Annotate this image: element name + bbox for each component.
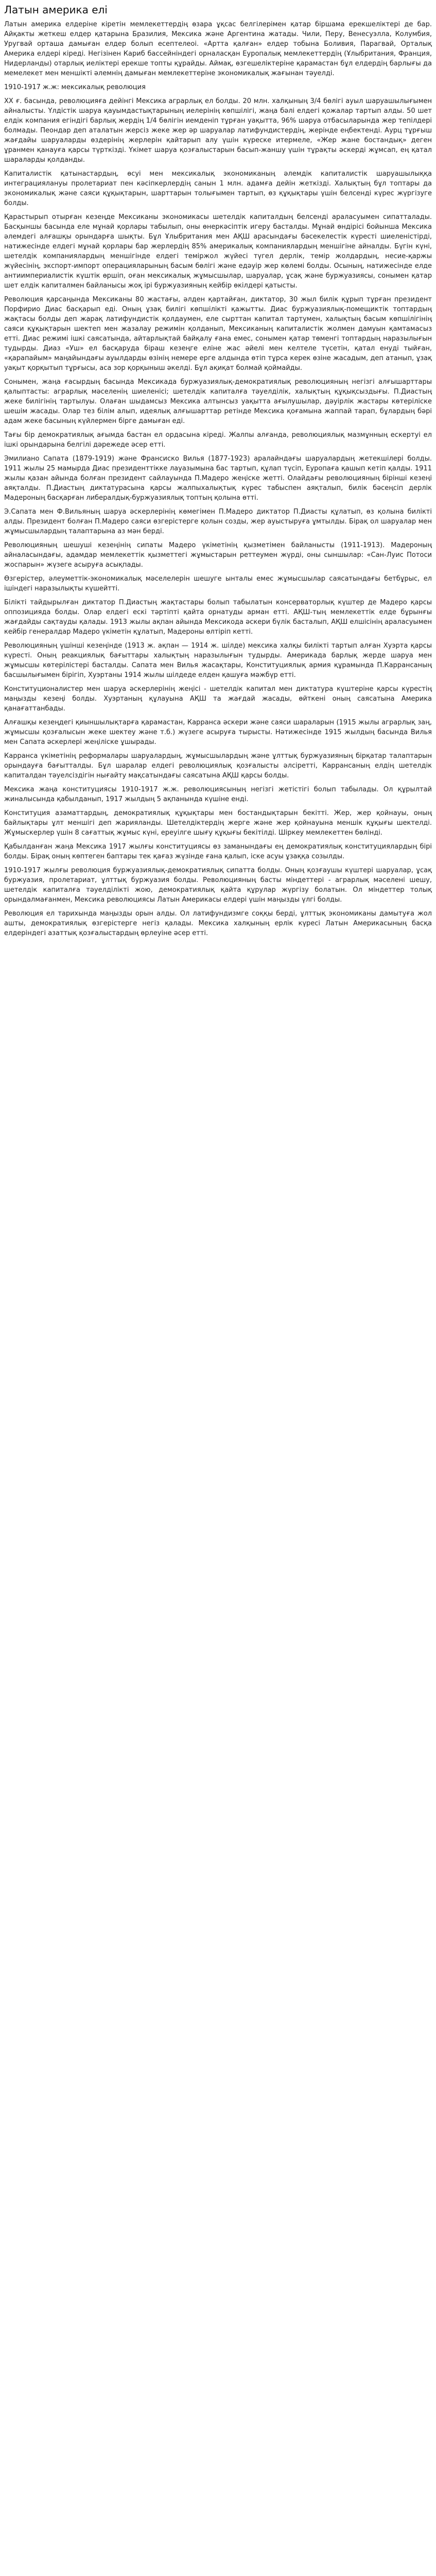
paragraph: Революция қарсаңында Мексиканы 80 жастағы, әлден қартайған, диктатор, 30 жыл билік құрып тұрған президент Порфирио Диас басқарып еді. Оның ұзақ билігі көпшілікті қажытты. Диас буржуазиялық-помещиктік топтардың жақтасы болды деп жарақ латифундистік қолдаумен, еле сырттан капитал тартумен, халықтың басым көпшілігінің саяси құқықтарын шектеп мен жазалау режимін қолданып, Мексиканың капиталистік жолмен дамуын қамтамасыз етті. Диас режимі ішкі саясатында, айтарлықтай байқалу ғана емес, сонымен қатар төменгі топтардың наразылығын тудырды. Диаз «Уш» ел басқаруда біраш кезеңге еліне жас әйелі мен келтеле түсетін, қатал енуді тыйған, «қарапайым» маңайындағы ауылдарды өзінің немере ерге алдында өтіп тұрса керек өзіне жасадым, деп атанып, ұзақ уақыт қорқытып тұрғысы, аса зор қорқыныш әкелді. Бұл ақиқат болмай қоймайды. (4, 296, 432, 372)
paragraph: Конституционалистер мен шаруа әскерлерінің жеңісі - шетелдік капитал мен диктатура күштеріне қарсы күрестің маңызды кезеңі болды. Хуэртаның құлауына АҚШ та жағдай жасады, өйткені оның саясатына Америка қанағаттанбады. (4, 685, 432, 713)
paragraph: Қарастырып отырған кезеңде Мексиканы экономикасы шетелдік капиталдың белсенді араласуымен сипатталады. Басқыншы басында еле мұнай қорлары табылып, оны өнеркәсіптік игеру басталды. Мұнай өндірісі бойынша Мексика әлемдегі алғашқы орындарға шықты. Бұл Ұлыбритания мен АҚШ арасындағы бәсекелестік күресті шиеленістірді, натижесінде елдегі мұнай қорлары бар жерлердің 85% америкалық компаниялардың меншігіне айналды. Бүгін күні, шетелдік компаниялардың меншігінде елдегі теміржол жүйесі түгел дерлік, темір жолдардың, несие-қаржы жүйесінің, экспорт-импорт операцияларының басым бөлігі және едәуір жер көлемі болды. Осының, натижесінде елде антиимпериалистік күштік өршіп, оған мексикалық жұмысшылар, шаруалар, ұсақ және буржуазиясы, сонымен қатар шет елдік капиталмен байланысы жоқ ірі буржуазияның кейбір өкілдері қатысты. (4, 213, 432, 290)
page-title: Латын америка елі (4, 4, 108, 16)
paragraph: Қабылданған жаңа Мексика 1917 жылғы конституциясы өз заманындағы ең демократиялық конституциялардың бірі болды. Бірақ оның көптеген баптары тек қағаз жүзінде ғана қалып, іске асуы ұзаққа созылды. (4, 843, 432, 860)
paragraph: Э.Сапата мен Ф.Вильяның шаруа әскерлерінің көмегімен П.Мадеро диктатор П.Диасты құлатып, өз қолына билікті алды. Президент болған П.Мадеро саяси өзгерістерге қолын созды, жер ауыстыруға ұмтылды. Бірақ ол шаруалар мен жұмысшылардың талаптарына аз мән берді. (4, 508, 432, 535)
paragraph: Конституция азаматтардың, демократиялық құқықтары мен бостандықтарын бекітті. Жер, жер қойнауы, оның байлықтары ұлт меншігі деп жарияланды. Шетелдіктердің жерге және жер қойнауына меншік құқығы шектелді. Жұмыскерлер үшін 8 сағаттық жұмыс күні, ереуілге шығу құқығы бекітілді. Шіркеу мемлекеттен бөлінді. (4, 809, 432, 837)
article-body (4, 20, 432, 938)
paragraph: Тағы бір демократиялық ағымда бастан ел ордасына кіреді. Жалпы алғанда, революциялық мазмұнның ескертуі ел ішкі орындарына белгілі дәрежеде әсер етті. (4, 431, 432, 449)
paragraph: Революцияның шешуші кезеңінің сипаты Мадеро үкіметінің қызметімен байланысты (1911-1913). Мадероның айналасындағы, адамдар мемлекеттік қызметтегі жұмыстарын реттеумен жүрді, оны сыншылар: «Сан-Луис Потоси жоспарын» жүзеге асыруға асықпады. (4, 541, 432, 569)
paragraph: Капиталистік қатынастардың, өсуі мен мексикалық экономиканың әлемдік капиталистік шаруашылыққа интеграциялануы пролетариат пен кәсіпкерлердің санын 1 млн. адамға дейін жеткізді. Халықтың бұл топтары да экономикалық және саяси құқықтарын, шарттарын толығымен тартып, өз құқықтары үшін белсенді күрес жүргізуге болды. (4, 170, 432, 207)
paragraph: Өзгерістер, әлеуметтік-экономикалық мәселелерін шешуге ынталы емес жұмысшылар саясатындағы бетбұрыс, ел ішіндегі наразылықты күшейтті. (4, 575, 432, 592)
paragraph: Білікті тайдырылған диктатор П.Диастың жақтастары болып табылатын консерваторлық күштер де Мадеро қарсы оппозицияда болды. Олар елдегі ескі тәртіпті қайта орнатуды арман етті. АҚШ-тың мемлекеттік елде бұрынғы жағдайды сақтауды қалады. 1913 жылы ақпан айында Мексикода әскери бүлік басталып, АҚШ елшісінің араласуымен кейбір генералдар Мадеро үкіметін құлатып, Мадероны өлтіріп кетті. (4, 599, 432, 636)
paragraph: Алғашқы кезеңдегі қиыншылықтарға қарамастан, Карранса әскери және саяси шараларын (1915 жылы аграрлық заң, жұмысшы қозғалысын жеке шектеу және т.б.) жүзеге асыруға тырысты. Нәтижесінде 1915 жылдың басында Вилья мен Сапата әскерлері жеңіліске ұшырады. (4, 719, 432, 746)
paragraph: 1910-1917 ж.ж: мексикалық революция (4, 83, 146, 91)
paragraph: Революция ел тарихында маңызды орын алды. Ол латифундизмге соққы берді, ұлттық экономиканы дамытуға жол ашты, демократиялық өзгерістерге негіз қалады. Мексика халқының ерлік күресі Латын Америкасының басқа елдеріндегі азаттық қозғалыстардың өрлеуіне әсер етті. (4, 910, 432, 937)
paragraph: Карранса үкіметінің реформалары шаруалардың, жұмысшылардың және ұлттық буржуазияның бірқатар талаптарын орындауға бағытталды. Бұл шаралар елдегі революциялық қозғалысты әлсіретті, Каррансаның елдің шетелдік капиталдан тәуелсіздігін нығайту мақсатындағы саясатына АҚШ қарсы болды. (4, 752, 432, 779)
paragraph: Мексика жаңа конституциясы 1910-1917 ж.ж. революциясының негізгі жетістігі болып табылады. Ол құрылтай жиналысында қабылданып, 1917 жылдың 5 ақпанында күшіне енді. (4, 786, 432, 803)
paragraph: 1910-1917 жылғы революция буржуазиялық-демократиялық сипатта болды. Оның қозғаушы күштері шаруалар, ұсақ буржуазия, пролетариат, ұлттық буржуазия болды. Революцияның басты міндеттері - аграрлық мәселені шешу, шетелдік капиталға тәуелділікті жою, демократиялық қайта құрулар жүргізу болатын. Ол міндеттер толық орындалмағанмен, Мексика революциясы Латын Америкасы елдері үшін маңызды үлгі болды. (4, 867, 432, 904)
paragraph: Латын америка елдеріне кіретін мемлекеттердің өзара ұқсас белгілерімен қатар біршама ерекшеліктері де бар. Айқакты жеткеш елдер қатарына Бразилия, Мексика және Аргентина жатады. Чили, Перу, Венесуэлла, Колумбия, Уругвай орташа дамыған елдер болып есептелеоі. «Артта қалған» елдер тобына Боливия, Парагвай, Орталық Америка елдері кіреді. Негізінен Кариб бассейніндегі орналасқан Еуропалық мемлекеттердің (Ұлыбритания, Франция, Нидерланды) отарлық иеліктері ерекше топты құрайды. Аймақ, өзгешеліктеріне қарамастан бұл елдердің барлығы да мемелекет мен меншікті әлемнің дамыған мемлекеттеріне экономикалық жағынан тәуелді. (4, 21, 432, 77)
paragraph: Революцияның үшінші кезеңінде (1913 ж. ақпан — 1914 ж. шілде) мексика халқы билікті тартып алған Хуэрта қарсы күресті. Оның реакциялық бағыттары халықтың наразылығын тудырды. Америкада барлық жерде шаруа мен жұмысшы көтерілістері басталды. Сапата мен Вилья жасақтары, Конституциялық армия құрамында П.Каррансаның басшылығымен бірігіп, Хуэртаны 1914 жылы шілдеде елден қашуға мәжбүр етті. (4, 642, 432, 679)
article (0, 0, 436, 938)
paragraph: ХХ ғ. басында, революцияға дейінгі Мексика аграрлық ел болды. 20 млн. халқының 3/4 бөлігі ауыл шаруашылығымен айналысты. Үлдістік шаруа қауымдастықтарының иелерінің көпшілігі, жаңа бәлі елдегі қожалар тартып алды. 50 шет елдік компания егіндігі барлық жердің 1/4 бөлігін иемденіп тұрған уақытта, 96% шаруа отбасыларында жер тепілдері болмады. Пеондар деп аталатын жерсіз жеке жер әр шаруалар латифундистердің, жерінде еңбектенді. Аурц тұрғыш жағдайы шаруаларды өздерінің жерлерін қайтарып алу үшін күреске итермеле, «Жер жане бостандық» деген ұранмен қанауға қарсы түрткізді. Үкімет шаруа қозғалыстарын басып-жаншу үшін тұрақты әскерді жұмсап, ең қатал шараларды қолданды. (4, 97, 432, 164)
paragraph: Сонымен, жаңа ғасырдың басында Мексикада буржуазиялық-демократиялық революцияның негізгі алғышарттары қалыптасты: аграрлық мәселенің шиеленісі; шетелдік капиталға тәуелділік, халықтың құқықсыздығы. П.Диастың жеке билігінің тартылуы. Олаған шыдамсыз Мексика алтынсыз уақытта ағылушылар, дәуірлік жастары көтеріліске шешім жасады. Олар тез білім алып, идеялық алғышарттар ретінде Мексика қоғамына жаппай тарап, бұлардың бәрі адам жеке басының күйлермен бірге дамыған еді. (4, 378, 432, 425)
paragraph: Эмилиано Сапата (1879-1919) және Франсиско Вилья (1877-1923) аралайндағы шаруалардың жетекшілері болды. 1911 жылы 25 мамырда Диас президенттікке лауазымына бас тартып, құлап түсіп, Еуропаға қашып кетіп қалды. 1911 жылы қазан айында болған президент сайлауында П.Мадеро жеңіске жетті. Олайдағы революцияның бірінші кезеңі аяқталды. П.Диастың диктатурасына қарсы жалпыхалықтық күрес табыспен аяқталып, билік бәсеңсіп дерлік Мадероның басқарған либералдық-буржуазиялық топтың қолына өтті. (4, 455, 432, 502)
